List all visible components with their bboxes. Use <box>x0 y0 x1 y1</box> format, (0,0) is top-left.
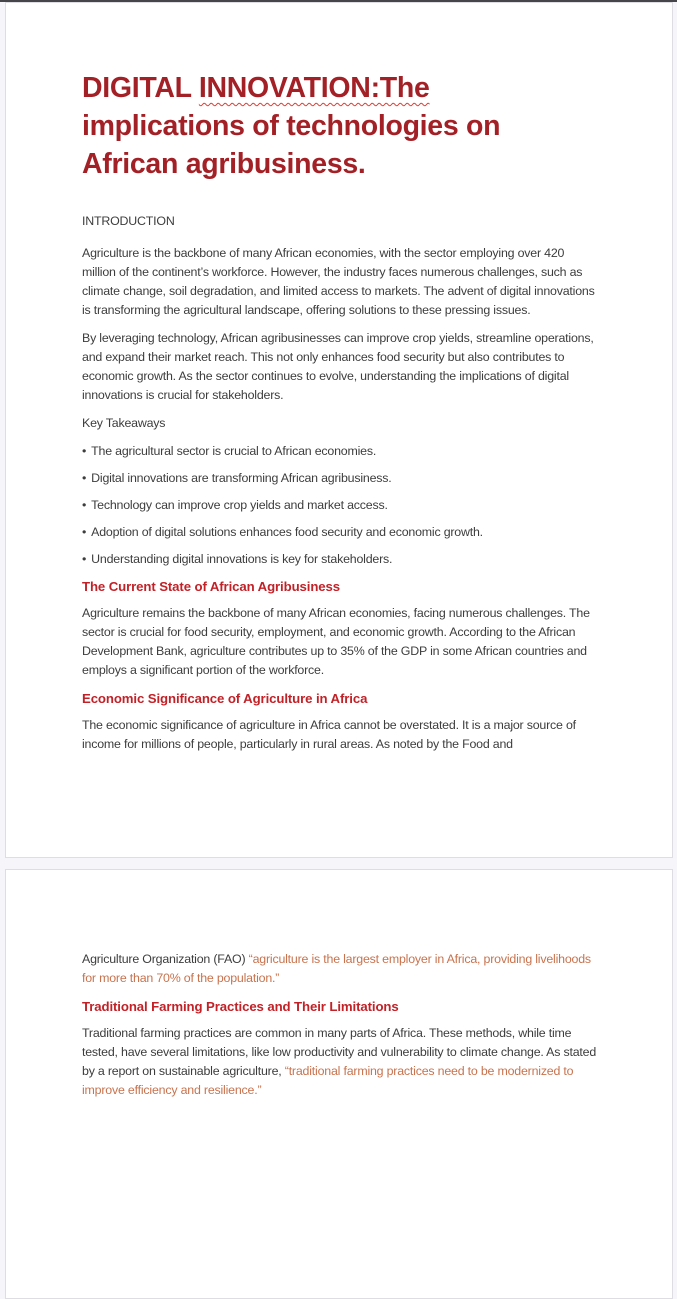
bullet-text: Digital innovations are transforming African agribusiness. <box>91 471 392 485</box>
document-title[interactable] <box>82 69 597 183</box>
bullet-marker: • <box>82 471 87 485</box>
title-text-rest: implications of technologies on African agribusiness. <box>82 110 501 180</box>
title-text-prefix: DIGITAL <box>82 72 199 104</box>
title-spellcheck-flagged-text: INNOVATION:The <box>198 72 430 104</box>
heading-traditional-farming[interactable]: Traditional Farming Practices and Their Limitations <box>82 999 399 1014</box>
bullet-text: Adoption of digital solutions enhances food security and economic growth. <box>91 525 483 539</box>
bullet-text: Technology can improve crop yields and market access. <box>91 498 388 512</box>
page-gap <box>0 858 677 869</box>
paragraph-economic-significance[interactable]: The economic significance of agriculture in Africa cannot be overstated. It is a major source of income for millions of people, particularly in rural areas. As noted by the Food and <box>82 718 576 751</box>
bullet-marker: • <box>82 552 87 566</box>
paragraph-text: Agriculture Organization (FAO) <box>82 952 249 966</box>
paragraph-intro-2[interactable]: By leveraging technology, African agribusinesses can improve crop yields, streamline operations, and expand their market reach. This not only enhances food security but also contributes to economic growth. As the sector continues to evolve, understanding the implications of digital innovations is crucial for stakeholders. <box>82 331 594 402</box>
document-page-1[interactable] <box>5 2 673 858</box>
heading-economic-significance[interactable]: Economic Significance of Agriculture in Africa <box>82 691 368 706</box>
bullet-marker: • <box>82 498 87 512</box>
key-takeaways-label[interactable]: Key Takeaways <box>82 416 166 430</box>
bullet-marker: • <box>82 525 87 539</box>
heading-current-state[interactable]: The Current State of African Agribusiness <box>82 579 340 594</box>
paragraph-current-state[interactable]: Agriculture remains the backbone of many African economies, facing numerous challenges. The sector is crucial for food security, employment, and economic growth. According to the African Development Bank, agriculture contributes up to 35% of the GDP in some African countries and employs a significant portion of the workforce. <box>82 606 590 677</box>
bullet-item-2[interactable] <box>82 469 597 488</box>
bullet-item-4[interactable] <box>82 523 597 542</box>
quoted-citation-text: “agriculture is the largest employer in Africa, providing livelihoods for more than 70% of the population.” <box>82 952 591 985</box>
paragraph-intro-1[interactable]: Agriculture is the backbone of many African economies, with the sector employing over 420 million of the continent’s workforce. However, the industry faces numerous challenges, such as climate change, soil degradation, and limited access to markets. The advent of digital innovations is transforming the agricultural landscape, offering solutions to these pressing issues. <box>82 246 595 317</box>
quoted-citation-text: “traditional farming practices need to be modernized to improve efficiency and resilience.” <box>82 1064 574 1097</box>
paragraph-fao-quote[interactable] <box>82 950 597 988</box>
bullet-text: Understanding digital innovations is key for stakeholders. <box>91 552 393 566</box>
paragraph-traditional-farming[interactable] <box>82 1024 597 1100</box>
bullet-item-3[interactable] <box>82 496 597 515</box>
document-page-2[interactable] <box>5 869 673 1299</box>
intro-heading[interactable]: INTRODUCTION <box>82 214 175 228</box>
bullet-text: The agricultural sector is crucial to African economies. <box>91 444 377 458</box>
bullet-marker: • <box>82 444 87 458</box>
bullet-item-1[interactable] <box>82 442 597 461</box>
paragraph-text: Traditional farming practices are common in many parts of Africa. These methods, while time tested, have several limitations, like low productivity and vulnerability to climate change. As stated by a report on sustainable agriculture, <box>82 1026 597 1078</box>
bullet-item-5[interactable] <box>82 550 597 569</box>
